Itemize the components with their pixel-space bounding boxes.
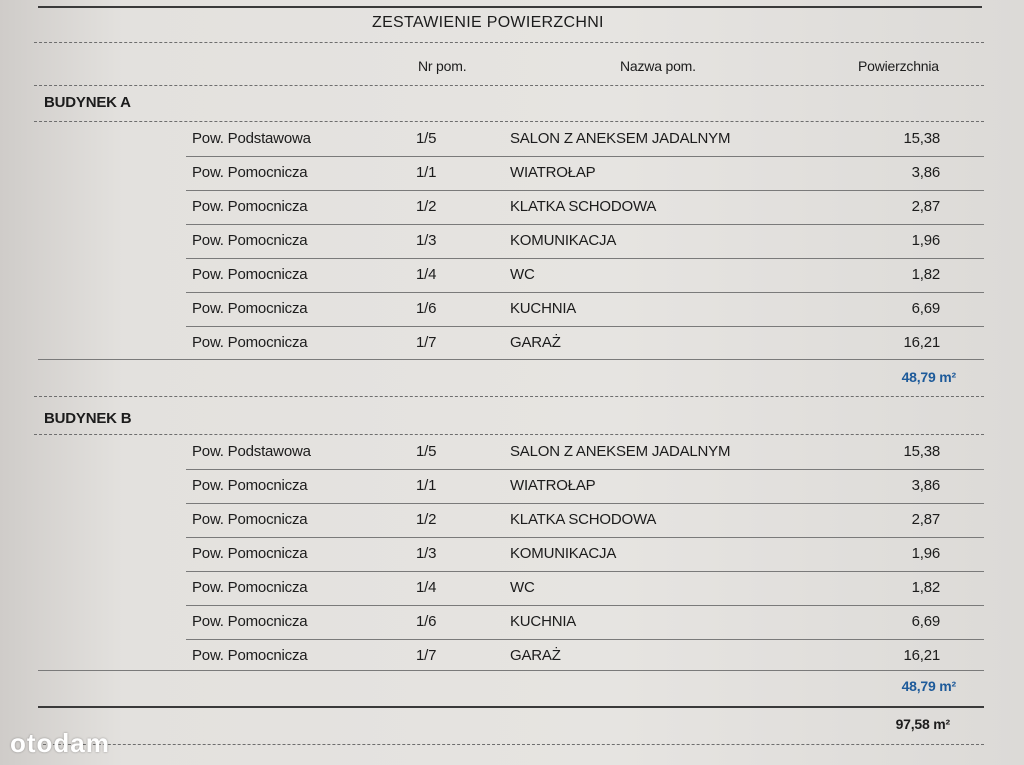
building-a-total-rule <box>34 396 984 397</box>
row-area: 3,86 <box>911 164 940 181</box>
row-name: GARAŻ <box>510 647 561 664</box>
row-name: WIATROŁAP <box>510 164 596 181</box>
row-number: 1/4 <box>416 579 437 596</box>
row-name: KLATKA SCHODOWA <box>510 511 657 528</box>
row-number: 1/6 <box>416 613 437 630</box>
row-divider <box>186 537 984 538</box>
row-name: SALON Z ANEKSEM JADALNYM <box>510 130 731 147</box>
row-divider <box>186 258 984 259</box>
row-name: KUCHNIA <box>510 300 577 317</box>
watermark-logo: otodam <box>10 728 110 758</box>
row-area: 1,96 <box>911 545 940 562</box>
row-divider <box>186 571 984 572</box>
building-b-rule <box>34 434 984 435</box>
row-name: GARAŻ <box>510 334 561 351</box>
row-name: SALON Z ANEKSEM JADALNYM <box>510 443 731 460</box>
row-type: Pow. Pomocnicza <box>192 164 308 181</box>
row-name: KLATKA SCHODOWA <box>510 198 657 215</box>
row-divider <box>186 292 984 293</box>
row-area: 15,38 <box>903 443 940 460</box>
row-area: 1,82 <box>911 266 940 283</box>
row-number: 1/1 <box>416 477 437 494</box>
row-divider <box>186 326 984 327</box>
building-a-rule <box>34 121 984 122</box>
title-rule <box>34 42 984 43</box>
row-type: Pow. Pomocnicza <box>192 232 308 249</box>
row-number: 1/5 <box>416 443 437 460</box>
row-number: 1/1 <box>416 164 437 181</box>
building-b-total: 48,79 m² <box>901 678 956 694</box>
row-area: 6,69 <box>911 613 940 630</box>
row-name: KOMUNIKACJA <box>510 232 617 249</box>
row-number: 1/2 <box>416 511 437 528</box>
row-area: 16,21 <box>903 334 940 351</box>
row-type: Pow. Podstawowa <box>192 130 311 147</box>
row-number: 1/3 <box>416 545 437 562</box>
row-type: Pow. Pomocnicza <box>192 477 308 494</box>
row-divider <box>186 605 984 606</box>
grand-total: 97,58 m² <box>895 716 950 732</box>
row-divider <box>186 156 984 157</box>
row-area: 2,87 <box>911 511 940 528</box>
row-type: Pow. Pomocnicza <box>192 613 308 630</box>
building-a-label: BUDYNEK A <box>44 94 131 111</box>
row-number: 1/5 <box>416 130 437 147</box>
row-type: Pow. Pomocnicza <box>192 647 308 664</box>
column-header-area: Powierzchnia <box>858 58 939 74</box>
row-name: KUCHNIA <box>510 613 577 630</box>
row-divider <box>186 190 984 191</box>
row-name: WC <box>510 266 535 283</box>
row-type: Pow. Pomocnicza <box>192 198 308 215</box>
document-title: ZESTAWIENIE POWIERZCHNI <box>372 14 604 31</box>
grand-total-rule <box>38 706 984 708</box>
row-area: 1,82 <box>911 579 940 596</box>
row-name: KOMUNIKACJA <box>510 545 617 562</box>
row-name: WC <box>510 579 535 596</box>
row-type: Pow. Pomocnicza <box>192 266 308 283</box>
row-area: 1,96 <box>911 232 940 249</box>
header-rule <box>34 85 984 86</box>
row-area: 2,87 <box>911 198 940 215</box>
column-header-nr: Nr pom. <box>418 58 467 74</box>
row-number: 1/3 <box>416 232 437 249</box>
building-b-end-rule <box>38 670 984 671</box>
row-area: 16,21 <box>903 647 940 664</box>
top-rule <box>38 6 982 8</box>
row-area: 15,38 <box>903 130 940 147</box>
building-a-end-rule <box>38 359 984 360</box>
row-number: 1/7 <box>416 647 437 664</box>
row-number: 1/4 <box>416 266 437 283</box>
row-type: Pow. Pomocnicza <box>192 334 308 351</box>
row-number: 1/2 <box>416 198 437 215</box>
row-type: Pow. Pomocnicza <box>192 300 308 317</box>
row-type: Pow. Pomocnicza <box>192 511 308 528</box>
row-divider <box>186 503 984 504</box>
bottom-rule <box>38 744 984 745</box>
row-number: 1/6 <box>416 300 437 317</box>
row-divider <box>186 469 984 470</box>
row-type: Pow. Pomocnicza <box>192 579 308 596</box>
column-header-name: Nazwa pom. <box>620 58 696 74</box>
row-area: 3,86 <box>911 477 940 494</box>
row-area: 6,69 <box>911 300 940 317</box>
row-type: Pow. Pomocnicza <box>192 545 308 562</box>
row-name: WIATROŁAP <box>510 477 596 494</box>
building-a-total: 48,79 m² <box>901 369 956 385</box>
building-b-label: BUDYNEK B <box>44 410 132 427</box>
row-divider <box>186 639 984 640</box>
row-type: Pow. Podstawowa <box>192 443 311 460</box>
row-number: 1/7 <box>416 334 437 351</box>
row-divider <box>186 224 984 225</box>
